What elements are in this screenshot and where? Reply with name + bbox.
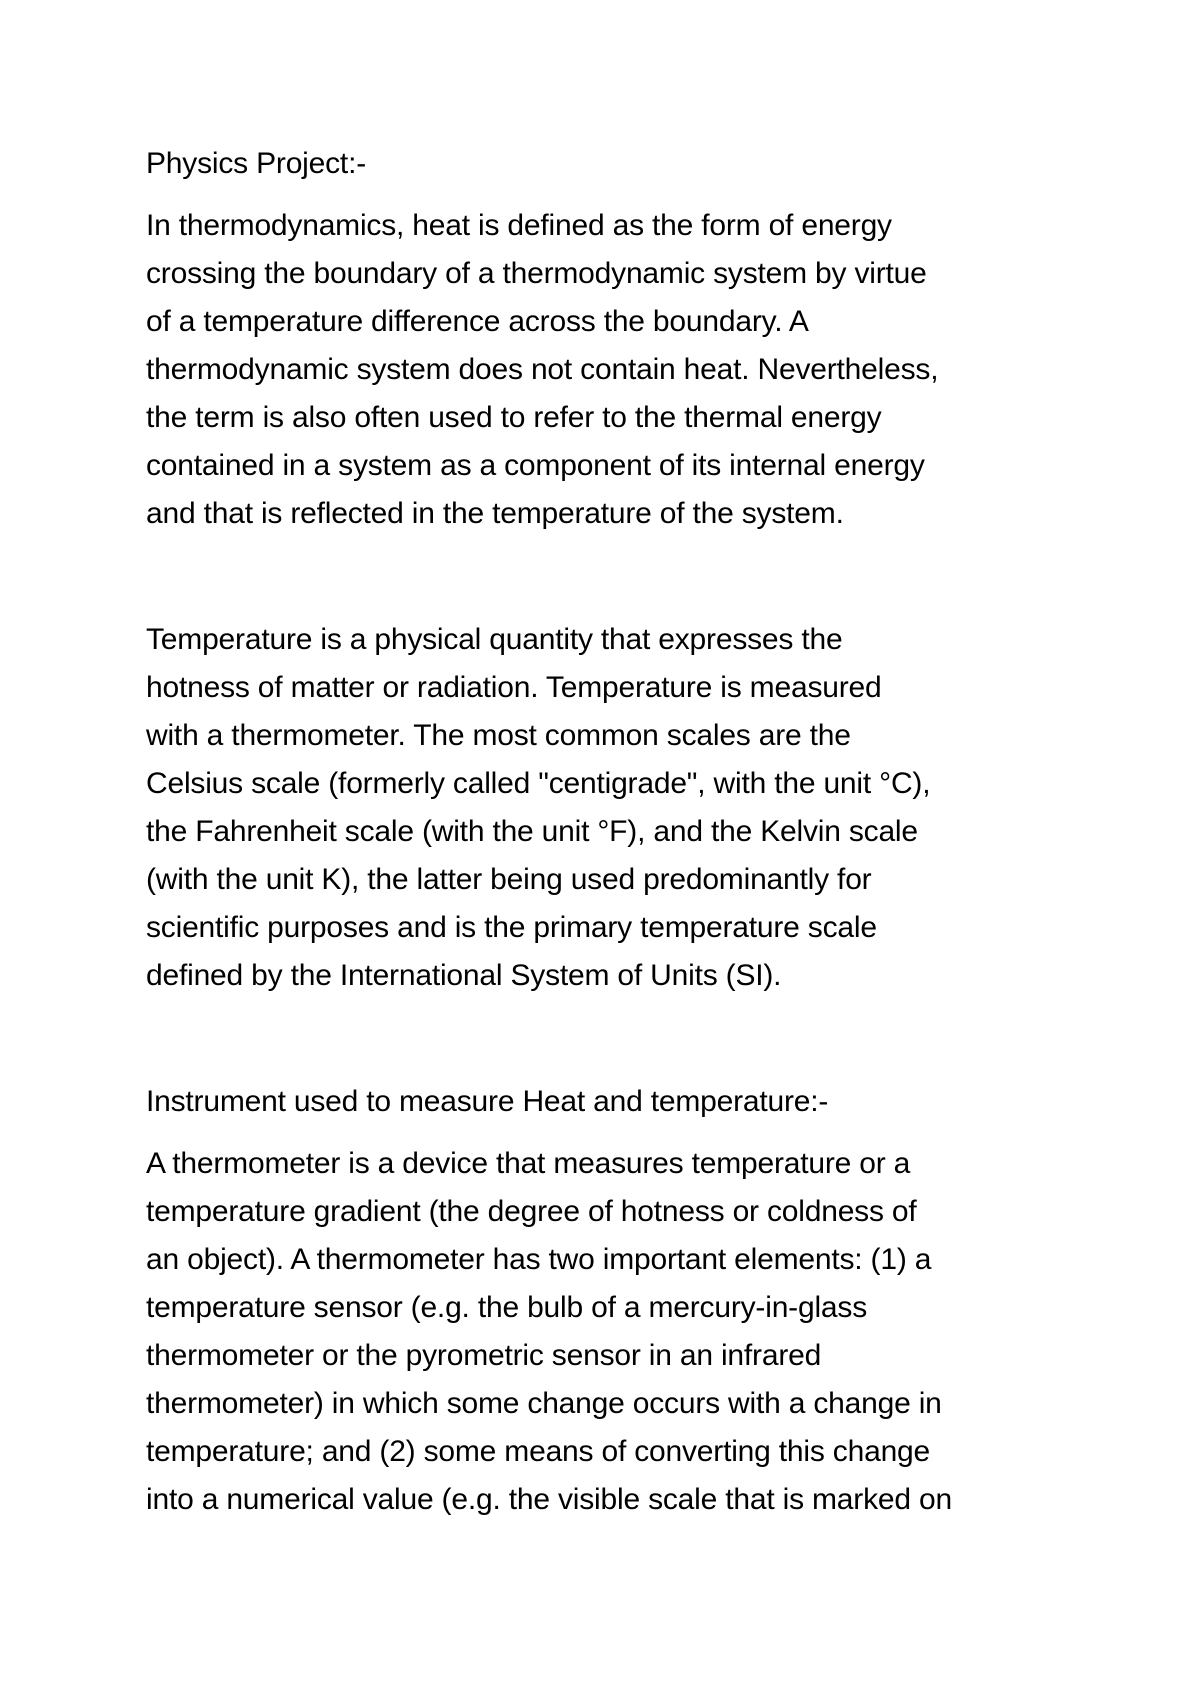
paragraph-temperature xyxy=(146,616,1076,1000)
section-heading: Instrument used to measure Heat and temperature:- xyxy=(146,1085,829,1118)
paragraph-line: In thermodynamics, heat is defined as the form of energy xyxy=(146,209,892,242)
paragraph-line: hotness of matter or radiation. Temperature is measured xyxy=(146,671,882,704)
paragraph-line: thermometer) in which some change occurs with a change in xyxy=(146,1387,942,1420)
paragraph-line: of a temperature difference across the boundary. A xyxy=(146,305,809,338)
paragraph-line: thermometer or the pyrometric sensor in an infrared xyxy=(146,1339,822,1372)
paragraph-line: (with the unit K), the latter being used predominantly for xyxy=(146,863,872,896)
paragraph-line: with a thermometer. The most common scales are the xyxy=(146,719,851,752)
document-title: Physics Project:- xyxy=(146,147,366,180)
paragraph-line: into a numerical value (e.g. the visible scale that is marked on xyxy=(146,1483,952,1516)
paragraph-line: Celsius scale (formerly called "centigrade", with the unit °C), xyxy=(146,767,931,800)
paragraph-line: scientific purposes and is the primary temperature scale xyxy=(146,911,877,944)
paragraph-line: an object). A thermometer has two important elements: (1) a xyxy=(146,1243,932,1276)
paragraph-line: the Fahrenheit scale (with the unit °F), and the Kelvin scale xyxy=(146,815,918,848)
document-body xyxy=(146,140,1076,1524)
paragraph-line: temperature gradient (the degree of hotness or coldness of xyxy=(146,1195,917,1228)
paragraph-line: the term is also often used to refer to the thermal energy xyxy=(146,401,882,434)
paragraph-spacer xyxy=(146,1000,1076,1078)
paragraph-heat xyxy=(146,202,1076,538)
paragraph-line: contained in a system as a component of its internal energy xyxy=(146,449,925,482)
paragraph-line: defined by the International System of Units (SI). xyxy=(146,959,782,992)
paragraph-line: temperature; and (2) some means of converting this change xyxy=(146,1435,931,1468)
paragraph-spacer xyxy=(146,538,1076,616)
paragraph-line: temperature sensor (e.g. the bulb of a mercury-in-glass xyxy=(146,1291,867,1324)
paragraph-line: A thermometer is a device that measures temperature or a xyxy=(146,1147,911,1180)
paragraph-line: Temperature is a physical quantity that expresses the xyxy=(146,623,843,656)
paragraph-line: and that is reflected in the temperature of the system. xyxy=(146,497,844,530)
paragraph-line: thermodynamic system does not contain heat. Nevertheless, xyxy=(146,353,939,386)
paragraph-line: crossing the boundary of a thermodynamic system by virtue xyxy=(146,257,927,290)
paragraph-thermometer xyxy=(146,1140,1076,1524)
